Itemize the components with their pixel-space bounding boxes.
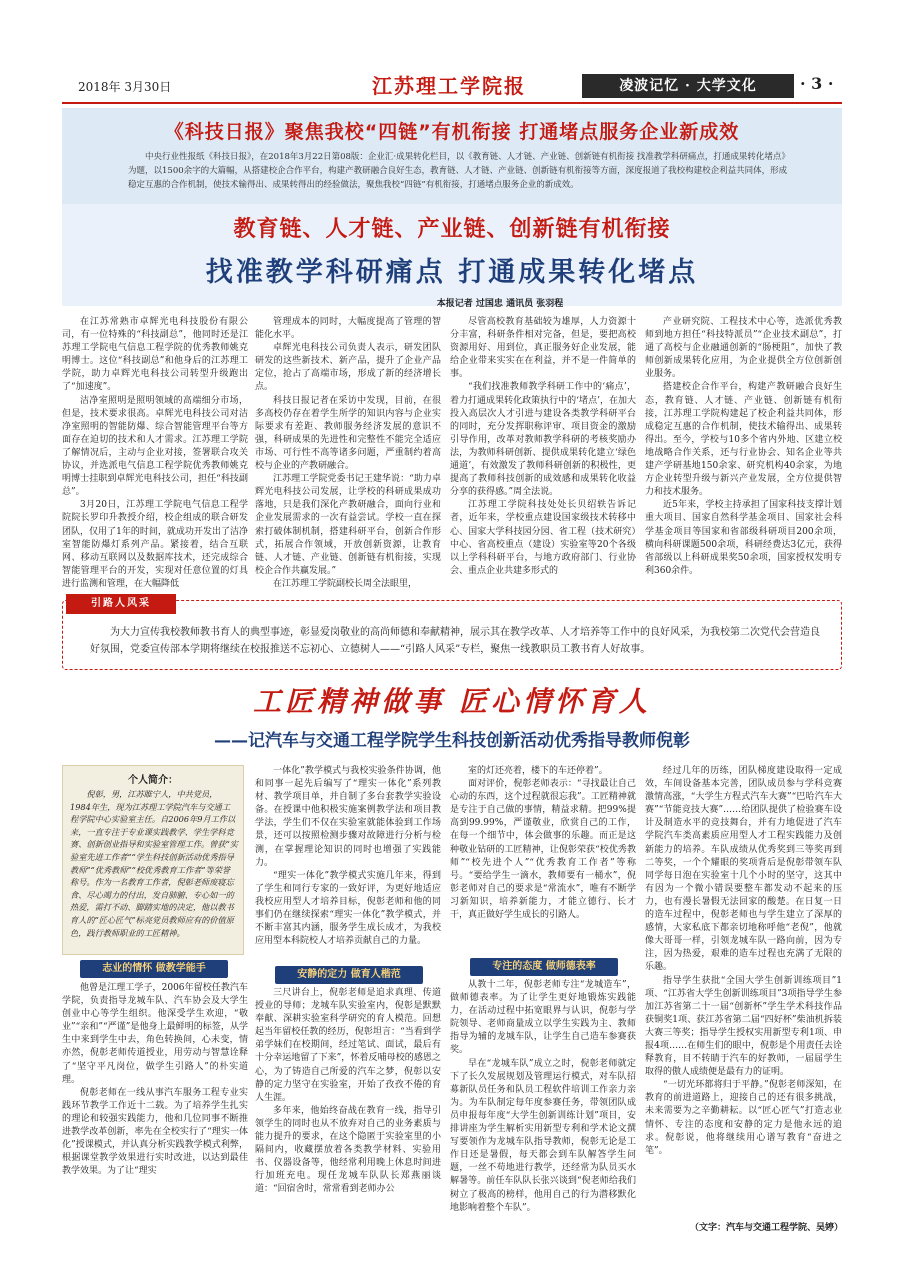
- byline: 本报记者 过国忠 通讯员 张羽程: [436, 299, 564, 309]
- masthead: 江苏理工学院报: [372, 74, 526, 98]
- paragraph: 卓辉光电科技公司负责人表示，研发团队研发的这些新技术、新产品，提升了企业产品定位，抢占了高端市场，形成了新的经济增长点。: [255, 343, 441, 393]
- article-column: [62, 316, 248, 588]
- banner-intro: 中央行业性报纸《科技日报》，在2018年3月22日第08版：企业汇·成果转化栏目，以《教育链、人才链、产业链、创新链有机衔接 找准教学科研痛点，打通成果转化堵点》为题，以1500余字的大篇幅，从搭建校企合作平台，构建产教研融合良好生态，教育链、人才链、产业链、创新链有机衔接等方面，深度报道了我校构建校企利益共同体，形成稳定互惠的合作机制，使技术输得出、成果转得出的经验做法，聚焦我校“四链”有机衔接，打通堵点服务企业的新成效。: [128, 152, 788, 190]
- profile-title: 个人简介：: [128, 775, 178, 786]
- paragraph: 室的灯还亮着，楼下的车还停着”。: [468, 766, 608, 776]
- paragraph: 近5年来，学校主持承担了国家科技支撑计划重大项目、国家自然科学基金项目、国家社会科学基金项目等国家和省部级科研项目200余项，横向科研课题500余项，科研经费达3亿元，获得省部级以上科研成果奖50余项，国家授权发明专利360余件。: [645, 500, 842, 576]
- feature-column: [450, 979, 636, 1220]
- section-tag: 专注的态度 做师德表率: [470, 958, 618, 976]
- feature-column: [450, 765, 636, 957]
- article-signature: （文字：汽车与交通工程学院、吴婷）: [689, 1223, 843, 1233]
- paragraph: 面对评价，倪彰老师表示：“寻找最让自己心动的东西，这个过程就很忘我”。工匠精神就是专注于自己做的事情，精益求精。把99%提高到99.99%，严谨敬业，欣赏自己的工作，在每一个细节中，体会做事的乐趣。而正是这种敬业钻研的工匠精神，让倪彰荣获“校优秀教师”“校先进个人”“优秀教育工作者”等称号。“要给学生一滴水，教师要有一桶水”，倪彰老师对自己的要求是“常流水”，唯有不断学习新知识，培养新能力，才能立德行、长才干，真正做好学生成长的引路人。: [450, 779, 636, 921]
- paragraph: 多年来，他始终奋战在教育一线，指导引领学生的同时也从不放弃对自己的业务素质与能力提升的要求，在这个隐匿于实验室里的小隔间内，收藏摆放着各类教学材料、实验用书、仪器设备等，他经常利用晚上休息时间进行加班充电。现任龙城车队队长郑燕丽谈道：“回宿舍时，常常看到老师办公: [255, 1105, 441, 1195]
- notice-text: 为大力宣传我校教师教书育人的典型事迹，彰显爱岗敬业的高尚师德和奉献精神，展示其在教学改革、人才培养等工作中的良好风采，为我校第二次党代会营造良好氛围，党委宣传部本学期将继续在校报推送不忘初心、立德树人——“引路人风采”专栏，聚焦一线教职员工教书育人好故事。: [90, 627, 820, 655]
- feature-title: 工匠精神做事 匠心情怀育人: [253, 685, 651, 718]
- paragraph: 江苏理工学院党委书记王建华说：“助力卓辉光电科技公司发展，让学校的科研成果成功落地，只是我们深化产教研融合，面向行业和企业发展需求的一次有益尝试。学校一直在探索打破体制机制，搭建科研平台，创新合作形式，拓展合作领域，开放创新资源，让教育链、人才链、产业链、创新链有机衔接，实现校企合作共赢发展。”: [255, 474, 441, 576]
- paragraph: 一体化”教学模式与我校实验条件协调，他和同事一起先后编写了“理实一体化”系列教材、教学项目单，并自制了多台套教学实验设备。在授课中他积极实施案例教学法和项目教学法，学生们不仅在实验室就能体验到工作场景，还可以按照检测步骤对故障进行分析与检测，在掌握理论知识的同时也增强了实践能力。: [255, 766, 441, 868]
- paragraph: “一切光环都将归于平静。”倪彰老师深知，在教育的前进道路上，迎接自己的还有很多挑战，未来需要为之辛勤耕耘。以“匠心匠气”打造志业情怀、专注的态度和安静的定力是他永远的追求。倪彰说，他将继续用心谱写教育“奋进之笔”。: [645, 1080, 842, 1156]
- issue-date: 2018年 3月30日: [78, 80, 172, 94]
- paragraph: 倪彰老师在一线从事汽车服务工程专业实践环节教学工作近十二载。为了培养学生扎实的理论和较强实践能力，他和几位同事不断推进教学改革创新，率先在全校实行了“理实一体化”授课模式，并认真分析实践教学模式利弊，根据课堂教学效果进行实时改进，以达到最佳教学效果。为了让“理实: [62, 1087, 248, 1177]
- paragraph: 在江苏常熟市卓辉光电科技股份有限公司，有一位特殊的“科技副总”，他同时还是江苏理工学院电气信息工程学院的优秀教师姚克明博士。这位“科技副总”和他身后的江苏理工学院，助力卓辉光电科技公司转型升级跑出了“加速度”。: [62, 317, 248, 393]
- paragraph: 搭建校企合作平台，构建产教研融合良好生态，教育链、人才链、产业链、创新链有机衔接，江苏理工学院构建起了校企利益共同体，形成稳定互惠的合作机制，使技术输得出、成果转得出。至今，学校与10多个省内外地、区建立校地战略合作关系，还与行业协会、知名企业等共建产学研基地150余家、研究机构40余家，为地方企业转型升级与新兴产业发展，全方位提供智力和技术服务。: [645, 382, 842, 498]
- paragraph: 3月20日，江苏理工学院电气信息工程学院院长罗印升教授介绍，校企组成的联合研发团队，仅用了1年的时间，就成功开发出了洁净室智能防爆灯系列产品。紧接着，结合互联网、移动互联网以及数据库技术，还完成综合智能管理平台的开发，实现对任意位置的灯具进行监测和管理，在大幅降低: [62, 500, 248, 588]
- banner-title: 《科技日报》聚焦我校“四链”有机衔接 打通堵点服务企业新成效: [164, 121, 740, 143]
- paragraph: 江苏理工学院科技处处长贝绍轶告诉记者，近年来，学校重点建设国家级技术转移中心、国家大学科技园分园、省工程（技术研究）中心、省高校重点（建设）实验室等20个各级以上学科科研平台，与地方政府部门、行业协会、重点企业共建多形式的: [450, 500, 636, 576]
- header-rule: [62, 102, 842, 104]
- article-subtitle: 教育链、人才链、产业链、创新链有机衔接: [233, 217, 671, 242]
- section-tag: 安静的定力 做育人楷范: [275, 966, 423, 984]
- paragraph: “理实一体化”教学模式实施几年来，得到了学生和同行专家的一致好评，为更好地适应我校应用型人才培养目标，倪彰老师和他的同事们仍在继续探索“理实一体化”教学模式，并不断丰富其内涵，服务学生成长成才，为我校应用型本科院校人才培养贡献自己的力量。: [255, 870, 441, 947]
- article-title: 找准教学科研痛点 打通成果转化堵点: [205, 257, 699, 288]
- paragraph: 在江苏理工学院副校长周全法眼里，: [273, 578, 418, 588]
- paragraph: 三尺讲台上，倪彰老师是追求真理、传道授业的导师；龙城车队实验室内，倪彰是默默奉献、深耕实验室科学研究的育人模范。回想起当年留校任教的经历，倪彰坦言：“当看到学弟学妹们在校期间，经过笔试、面试，最后有十分幸运地留了下来”，怀着反哺母校的感恩之心，为了铸造自己所爱的汽车之梦，倪彰以安静的定力坚守在实验室，开始了孜孜不倦的育人生涯。: [255, 988, 441, 1103]
- feature-column: [255, 987, 441, 1220]
- article-column: [255, 316, 441, 588]
- article-column: [450, 316, 636, 588]
- paragraph: 指导学生获批“全国大学生创新训练项目”1项、“江苏省大学生创新训练项目”3项指导学生参加江苏省第二十一届“创新杯”学生学术科技作品获铜奖1项、获江苏省第二届“四好杯”柴油机拆装大赛三等奖；指导学生授权实用新型专利1项、申报4项……在师生们的眼中，倪彰是个用责任去诠释教育，目不转睛于汽车的好教师，一届届学生取得的傲人成绩便是最有力的证明。: [645, 975, 842, 1078]
- page-number: · 3 ·: [800, 74, 834, 93]
- feature-column: [645, 765, 842, 1217]
- paragraph: 洁净室照明是照明领域的高端细分市场，但是，技术要求很高。卓辉光电科技公司对洁净室照明的智能防爆、综合智能管理平台等方面存在迫切的技术和人才需求。江苏理工学院了解情况后，主动与企业对接，签署联合攻关协议，并选派电气信息工程学院优秀教师姚克明博士挂职到卓辉光电科技公司，担任“科技副总”。: [62, 395, 248, 498]
- paragraph: 科技日报记者在采访中发现，目前，在很多高校仍存在着学生所学的知识内容与企业实际要求有差距、教师服务经济发展的意识不强，科研成果的先进性和完整性不能完全适应市场、可行性不高等诸多问题，严重制约着高校与企业的产教研融合。: [255, 395, 441, 472]
- section-label: 凌波记忆 · 大学文化: [582, 74, 794, 98]
- paragraph: “我们找准教师教学科研工作中的‘痛点’，着力打通成果转化政策执行中的‘堵点’，在加大投入高层次人才引进与建设各类教学科研平台的同时，充分发挥职称评审、项目资金的激励引导作用，改革对教师教学科研的考核奖励办法，为教师科研创新、提供成果转化建立‘绿色通道’，有效激发了教师科研创新的积极性，更提高了教师科技创新的成效感和成果转化收益分享的获得感。”周全法说。: [450, 382, 636, 498]
- paragraph: 早在“龙城车队”成立之时，倪彰老师就定下了长久发展规划及管理运行模式，对车队招募新队员任务和队员工程软件培训工作亲力亲为。为车队制定每年度参赛任务，带领团队成员申报每年度“大学生创新训练计划”项目，安排讲座为学生解析实用新型专利和学术论文撰写要领作为龙城车队指导教师，倪彰无论是工作日还是暑假，每天都会到车队解答学生问题，一丝不苟地进行教学，还经常为队员买水解暑等。前任车队队长张兴谈到“倪老师给我们树立了极高的榜样，他用自己的行为潜移默化地影响着整个车队”。: [450, 1058, 636, 1213]
- section-tag: 志业的情怀 做教学能手: [80, 960, 228, 978]
- notice-tag: 引路人风采: [66, 594, 176, 614]
- paragraph: 经过几年的历练，团队梯度建设取得一定成效，车间设备基本完善，团队成员参与学科竞赛激情高涨，“大学生方程式汽车大赛”“巴哈汽车大赛”“节能竞技大赛”……给团队提供了检验赛车设计及制造水平的竞技舞台，并有力地促进了汽车学院汽车类高素质应用型人才工程实践能力及创新能力的培养。车队成绩从优秀奖到三等奖再到二等奖，一个个耀眼的奖项背后是倪彰带领车队同学每日泡在实验室十几个小时的坚守，这其中有因为一个微小错误要整车都发动不起来的压力，也有漫长暑假无法回家的酸楚。在日复一日的造车过程中，倪彰老师也与学生建立了深厚的感情，大家私底下都亲切地称呼他“老倪”，他就像大哥哥一样，引领龙城车队一路向前，因为专注，因为热爱，艰难的造车过程也充满了无限的乐趣。: [645, 766, 842, 973]
- paragraph: 管理成本的同时，大幅度提高了管理的智能化水平。: [255, 317, 441, 341]
- article-column: [645, 316, 842, 588]
- feature-column: [255, 765, 441, 965]
- paragraph: 他曾是江理工学子，2006年留校任教汽车学院，负责指导龙城车队、汽车协会及大学生创业中心等学生组织。他深受学生欢迎，“敬业”“亲和”“严谨”是他身上最鲜明的标签，从学生中来到学生中去，角色转换间，心未变，情亦然，倪彰老师传道授业，用劳动与智慧诠释了“坚守平凡岗位，做学生引路人”的朴实道理。: [62, 983, 248, 1085]
- paragraph: 尽管高校教育基础较为雄厚，人力资源十分丰富，科研条件相对完备，但是，要把高校资源用好、用到位，真正服务好企业发展，能给企业带来实实在在利益，并不是一件简单的事。: [450, 317, 636, 380]
- paragraph: 产业研究院、工程技术中心等，选派优秀教师到地方担任“科技特派员”“企业技术副总”，打通了高校与企业融通创新的“肠梗阻”，加快了教师创新成果转化应用，为企业提供全方位创新创业服务。: [645, 317, 842, 380]
- feature-column: [62, 982, 248, 1220]
- profile-text: 倪彰，男，江苏睢宁人，中共党员，1984年生，现为江苏理工学院汽车与交通工程学院中心实验室主任。自2006年9月工作以来，一直专注于专业课实践教学、学生学科竞赛、创新创业指导和实验室管理工作。曾获“实验室先进工作者”“学生科技创新活动优秀指导教师”“优秀教师”“校优秀教育工作者”等荣誉称号。作为一名教育工作者，倪彰老师废寝忘食、尽心竭力的付出，发自肺腑、专心如一的热爱，需打不动、脚踏实地的决定，他以教书育人的“匠心匠气”标亮党员教师应有的价值原色，践行教师职业的工匠精神。: [70, 789, 238, 938]
- paragraph: 从教十二年，倪彰老师专注“龙城造车”，做师德表率。为了让学生更好地锻炼实践能力，在活动过程中拓宽眼界与认识，倪彰与学院领导、老师商量成立以学生实践为主、教师指导为辅的龙城车队，让学生自己造车参赛获奖。: [450, 980, 636, 1056]
- feature-subtitle: ——记汽车与交通工程学院学生科技创新活动优秀指导教师倪彰: [214, 731, 690, 751]
